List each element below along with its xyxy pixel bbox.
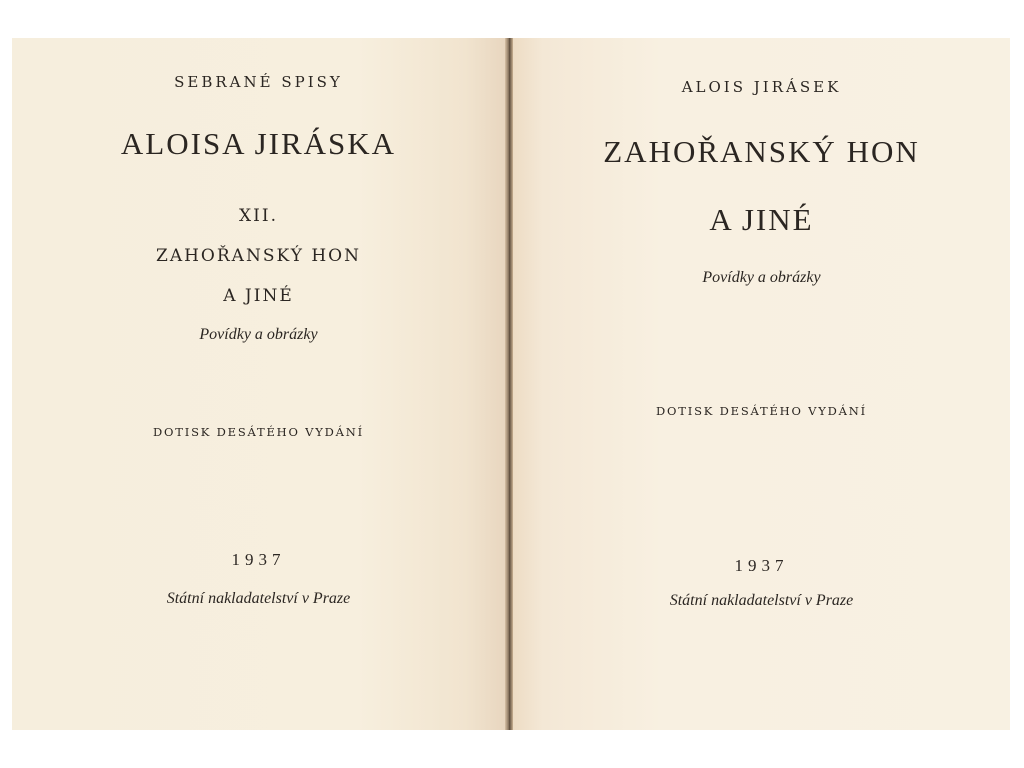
publisher: Státní nakladatelství v Praze (669, 592, 854, 609)
edition-note: DOTISK DESÁTÉHO VYDÁNÍ (656, 404, 867, 418)
edition-note: DOTISK DESÁTÉHO VYDÁNÍ (153, 425, 364, 439)
left-page (12, 38, 505, 730)
book-spread (12, 38, 1010, 730)
volume-number: XII. (239, 206, 278, 226)
publication-year: 1937 (734, 556, 789, 575)
book-subtitle: Povídky a obrázky (199, 326, 318, 343)
author-genitive: ALOISA JIRÁSKA (120, 126, 397, 161)
book-title-line2: A JINÉ (223, 286, 294, 306)
right-page (513, 38, 1010, 730)
book-title-line2: A JINÉ (709, 202, 814, 237)
book-title-line1: ZAHOŘANSKÝ HON (603, 134, 920, 169)
publication-year: 1937 (231, 550, 286, 569)
series-title: SEBRANÉ SPISY (174, 73, 343, 91)
publisher: Státní nakladatelství v Praze (166, 590, 351, 607)
author-name: ALOIS JIRÁSEK (681, 78, 842, 96)
book-gutter (505, 38, 513, 730)
book-subtitle: Povídky a obrázky (702, 269, 821, 286)
book-title-line1: ZAHOŘANSKÝ HON (156, 246, 361, 266)
